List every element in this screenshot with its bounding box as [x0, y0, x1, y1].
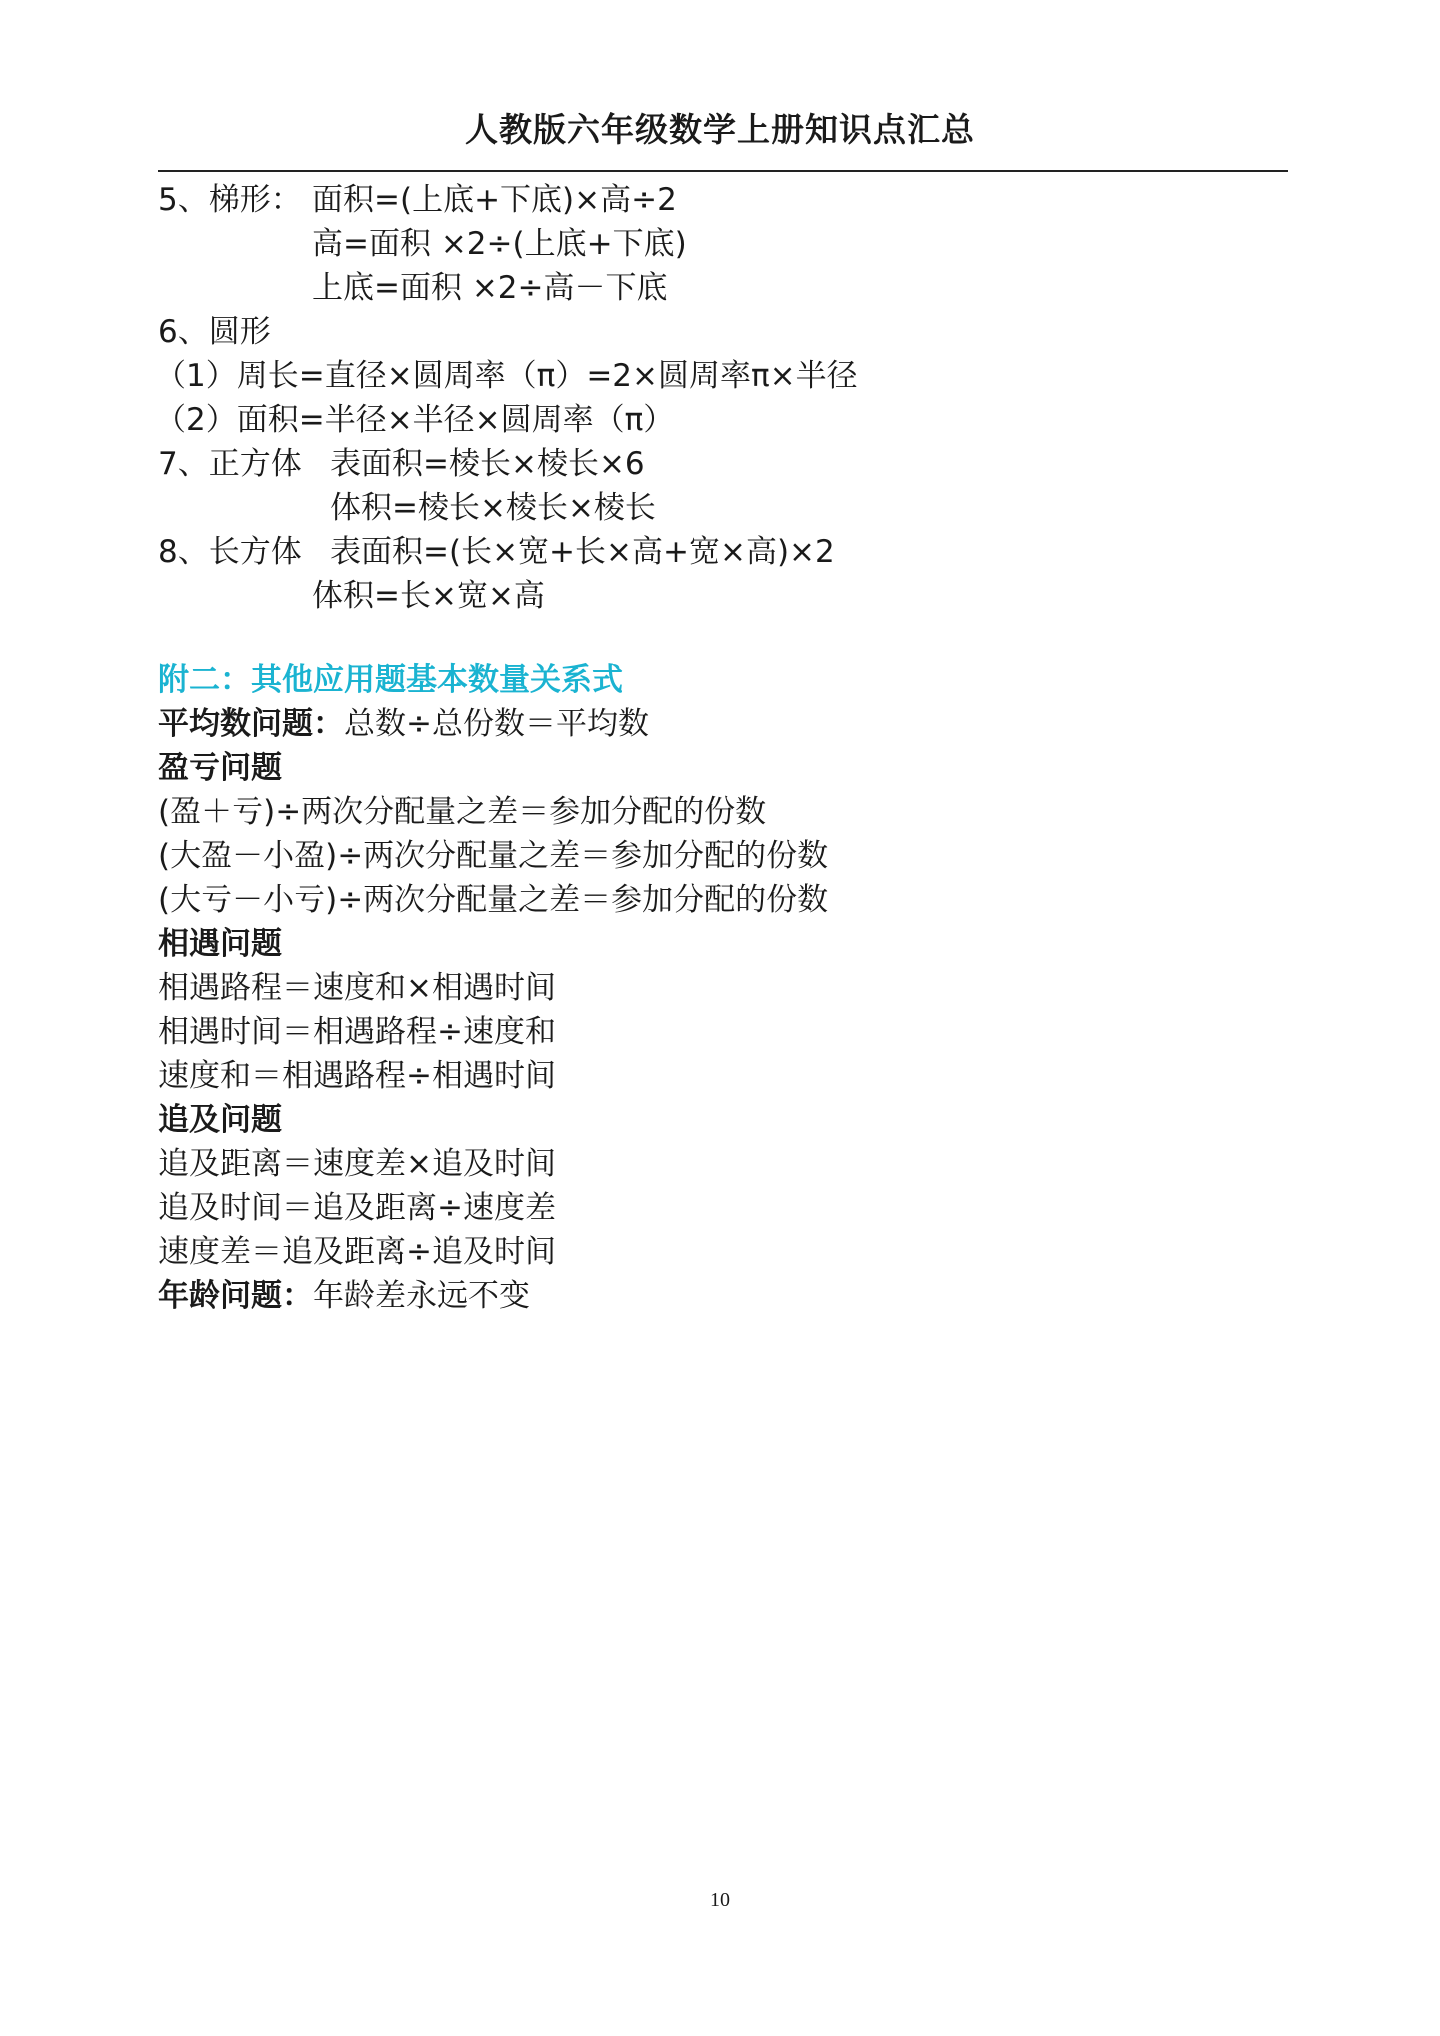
- pursuit-heading: 追及问题: [158, 1102, 282, 1138]
- pursuit-line: 追及距离＝速度差×追及时间: [158, 1146, 556, 1182]
- meeting-heading: 相遇问题: [158, 926, 282, 962]
- pursuit-line: 速度差＝追及距离÷追及时间: [158, 1234, 556, 1270]
- circle-area-formula: （2）面积=半径×半径×圆周率（π）: [155, 402, 675, 438]
- meeting-line: 相遇路程＝速度和×相遇时间: [158, 970, 556, 1006]
- circle-label: 6、圆形: [158, 314, 271, 350]
- cuboid-label: 8、长方体: [158, 534, 302, 570]
- trapezoid-top-base-formula: 上底=面积 ×2÷高－下底: [312, 270, 668, 306]
- trapezoid-height-formula: 高=面积 ×2÷(上底+下底): [312, 226, 687, 262]
- age-problem-text: 年龄差永远不变: [313, 1278, 530, 1314]
- average-problem-label: 平均数问题：: [158, 706, 344, 742]
- page-number: 10: [710, 1889, 730, 1911]
- cube-surface-area-formula: 表面积=棱长×棱长×6: [330, 446, 645, 482]
- surplus-deficit-line: (大盈－小盈)÷两次分配量之差＝参加分配的份数: [158, 838, 829, 874]
- appendix-heading: 附二：其他应用题基本数量关系式: [158, 662, 623, 698]
- cube-label: 7、正方体: [158, 446, 302, 482]
- cube-volume-formula: 体积=棱长×棱长×棱长: [330, 490, 656, 526]
- average-problem: [158, 706, 649, 742]
- surplus-deficit-line: (盈＋亏)÷两次分配量之差＝参加分配的份数: [158, 794, 767, 830]
- surplus-deficit-line: (大亏－小亏)÷两次分配量之差＝参加分配的份数: [158, 882, 829, 918]
- pursuit-line: 追及时间＝追及距离÷速度差: [158, 1190, 556, 1226]
- meeting-line: 速度和＝相遇路程÷相遇时间: [158, 1058, 556, 1094]
- cuboid-surface-area-formula: 表面积=(长×宽+长×高+宽×高)×2: [330, 534, 835, 570]
- trapezoid-area-formula: 面积=(上底+下底)×高÷2: [312, 182, 677, 218]
- age-problem: [158, 1278, 530, 1314]
- circle-circumference-formula: （1）周长=直径×圆周率（π）=2×圆周率π×半径: [155, 358, 858, 394]
- average-problem-text: 总数÷总份数＝平均数: [344, 706, 649, 742]
- meeting-line: 相遇时间＝相遇路程÷速度和: [158, 1014, 556, 1050]
- header-rule: [158, 170, 1288, 172]
- cuboid-volume-formula: 体积=长×宽×高: [312, 578, 545, 614]
- trapezoid-label: 5、梯形：: [158, 182, 302, 218]
- age-problem-label: 年龄问题：: [158, 1278, 313, 1314]
- page-title: 人教版六年级数学上册知识点汇总: [465, 110, 975, 149]
- surplus-deficit-heading: 盈亏问题: [158, 750, 282, 786]
